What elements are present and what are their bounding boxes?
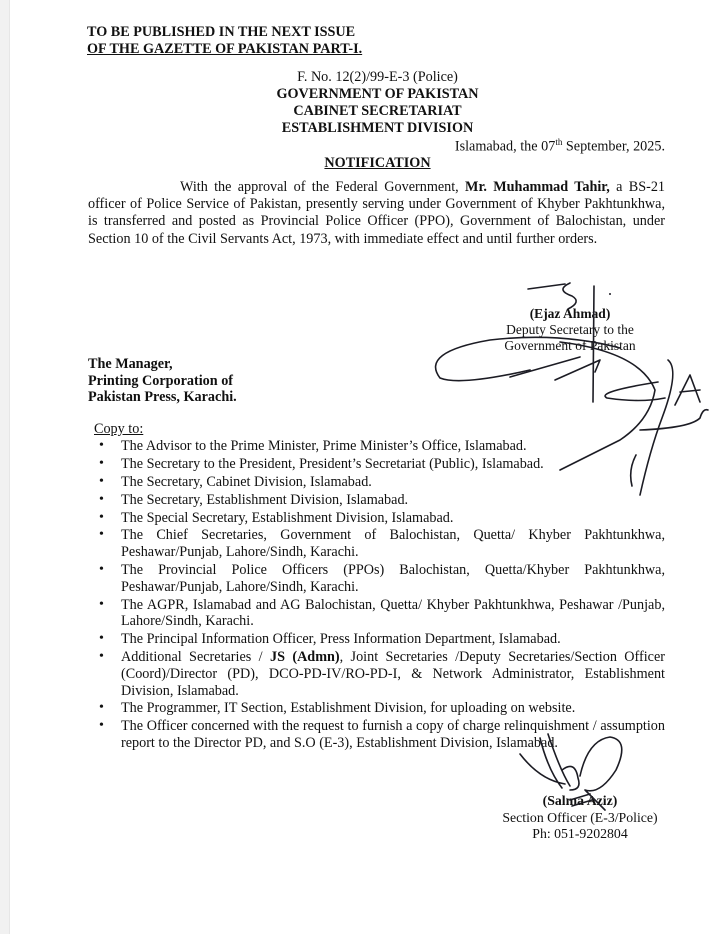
notification-title	[180, 155, 575, 172]
list-item: • The Special Secretary, Establishment Division, Islamabad.	[88, 510, 665, 527]
issue-date	[455, 137, 665, 156]
list-item: • The Provincial Police Officers (PPOs) Balochistan, Quetta/Khyber Pakhtunkhwa, Peshawar/Punjab, Lahore/Sindh, Karachi.	[88, 562, 665, 595]
government-name: GOVERNMENT OF PAKISTAN	[276, 86, 479, 102]
list-item: • The AGPR, Islamabad and AG Balochistan, Quetta/ Khyber Pakhtunkhwa, Peshawar /Punjab, Lahore/Sindh, Karachi.	[88, 597, 665, 630]
letterhead	[180, 69, 575, 137]
notification-body	[88, 179, 665, 248]
signatory1-name: (Ejaz Ahmad)	[529, 306, 611, 321]
list-item-text: Additional Secretaries /	[121, 649, 270, 666]
signatory2-phone: Ph: 051-9202804	[532, 826, 628, 841]
publication-header	[87, 24, 362, 58]
signatory1-designation-2: Government of Pakistan	[504, 337, 636, 353]
date-prefix: Islamabad, the 07	[454, 138, 556, 155]
signatory-block-deputy-secretary	[470, 306, 670, 353]
list-item: • The Secretary, Cabinet Division, Islamabad.	[88, 474, 665, 491]
publication-header-line2: OF THE GAZETTE OF PAKISTAN PART-I.	[87, 41, 363, 57]
list-item: • The Secretary to the President, President’s Secretariat (Public), Islamabad.	[88, 456, 665, 473]
list-item	[88, 649, 665, 699]
body-text-2: a BS-21 officer of Police Service of Pakistan, presently serving under Government of Khyber Pakhtunkhwa, is transferred and posted as Provincial Police Officer (PPO), Government of Balochistan, under Section 10 of the Civil Servants Act, 1973, with immediate effect and until further orders.	[88, 179, 666, 247]
addressee-line2: Printing Corporation of	[88, 372, 234, 389]
list-item: • The Chief Secretaries, Government of Balochistan, Quetta/ Khyber Pakhtunkhwa, Peshawar/Punjab, Lahore/Sindh, Karachi.	[88, 527, 665, 560]
date-rest: September, 2025.	[562, 138, 665, 155]
publication-header-line1: TO BE PUBLISHED IN THE NEXT ISSUE	[87, 24, 356, 40]
signatory-block-section-officer	[470, 793, 690, 843]
addressee-line1: The Manager,	[88, 356, 173, 372]
addressee-block	[88, 356, 237, 406]
body-text-1: With the approval of the Federal Government,	[180, 179, 466, 195]
secretariat-name: CABINET SECRETARIAT	[293, 103, 462, 119]
notification-title-text: NOTIFICATION	[324, 155, 431, 171]
list-item: • The Officer concerned with the request to furnish a copy of charge relinquishment / assumption report to the Director PD, and S.O (E-3), Establishment Division, Islamabad.	[88, 718, 665, 751]
signatory2-name: (Salma Aziz)	[542, 793, 618, 808]
list-item-bold: JS (Admn)	[269, 649, 340, 666]
copy-to-list	[88, 438, 665, 753]
list-item: • The Advisor to the Prime Minister, Prime Minister’s Office, Islamabad.	[88, 438, 665, 455]
signatory2-designation: Section Officer (E-3/Police)	[502, 809, 658, 825]
list-item-text: , Joint Secretaries /Deputy Secretaries/Section Officer (Coord)/Director (PD), DCO-PD-IV/RO-PD-I, & Network Administrator, Establishment Division, Islamabad.	[121, 649, 666, 699]
list-item: • The Secretary, Establishment Division, Islamabad.	[88, 492, 665, 509]
list-item: • The Principal Information Officer, Press Information Department, Islamabad.	[88, 631, 665, 648]
file-number: F. No. 12(2)/99-E-3 (Police)	[297, 69, 458, 85]
date-ordinal: th	[555, 137, 563, 147]
list-item: • The Programmer, IT Section, Establishment Division, for uploading on website.	[88, 700, 665, 717]
copy-to-label: Copy to:	[94, 421, 144, 437]
division-name: ESTABLISHMENT DIVISION	[281, 120, 474, 136]
signatory1-designation-1: Deputy Secretary to the	[506, 321, 634, 337]
officer-name: Mr. Muhammad Tahir,	[465, 179, 610, 195]
addressee-line3: Pakistan Press, Karachi.	[88, 389, 237, 406]
